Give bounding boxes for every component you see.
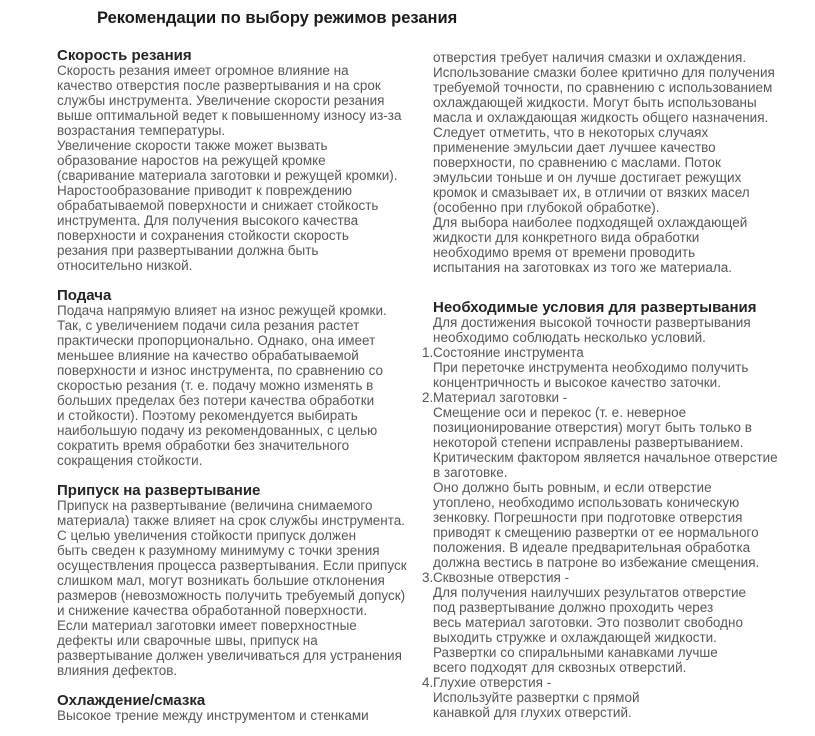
text-line: развертывание должен увеличиваться для устранения [57, 648, 402, 663]
text-line: должна вестись в патроне во избежание смещения. [433, 555, 760, 570]
text-line: С целью увеличения стойкости припуск должен [57, 528, 357, 543]
text-line: необходимо соблюдать несколько условий. [433, 330, 706, 345]
numbered-item-title [422, 390, 815, 405]
text-line: Использование смазки более критично для получения [433, 65, 775, 80]
text-line: (сваривание материала заготовки и режущей кромки). [57, 168, 398, 183]
list-item-title-text: Состояние инструмента [433, 345, 584, 360]
text-line: и стойкости). Поэтому рекомендуется выбирать [57, 408, 358, 423]
text-line: поверхности, по сравнению с маслами. Поток [433, 155, 721, 170]
text-line: слишком мал, могут возникать большие отклонения [57, 573, 385, 588]
text-line: При переточке инструмента необходимо получить [433, 360, 749, 375]
section-heading: Охлаждение/смазка [57, 692, 206, 709]
text-line: Следует отметить, что в некоторых случаях [433, 125, 709, 140]
text-line: некоторой степени исправлены развертыванием. [433, 435, 744, 450]
text-line: размеров (невозможность получить требуемый допуск) [57, 588, 406, 603]
text-line: образование наростов на режущей кромке [57, 153, 326, 168]
text-line: Для достижения высокой точности развертывания [433, 315, 751, 330]
text-line: материала) также влияет на срок службы инструмента. [57, 513, 405, 528]
text-line: Припуск на развертывание (величина снимаемого [57, 498, 373, 513]
page-title: Рекомендации по выбору режимов резания [97, 9, 458, 27]
text-line: сократить время обработки без значительного [57, 438, 350, 453]
text-line: Если материал заготовки имеет поверхностные [57, 618, 357, 633]
numbered-item-title [422, 345, 815, 360]
text-line: в заготовке. [433, 465, 508, 480]
text-line: испытания на заготовках из того же материала. [433, 260, 732, 275]
text-line: относительно низкой. [57, 258, 193, 273]
text-line: возрастания температуры. [57, 123, 226, 138]
numbered-item-title [422, 570, 815, 585]
text-line: концентричность и высокое качество заточки. [433, 375, 721, 390]
text-line: поверхности и износ инструмента, по сравнению со [57, 363, 384, 378]
text-line: Развертки со спиральными канавками лучше [433, 645, 718, 660]
text-line: Смещение оси и перекос (т. е. неверное [433, 405, 687, 420]
section-heading: Припуск на развертывание [57, 482, 261, 499]
text-line: Используйте развертки с прямой [433, 690, 640, 705]
text-line: охлаждающей жидкости. Могут быть использованы [433, 95, 757, 110]
text-line: практически пропорционально. Однако, она имеет [57, 333, 376, 348]
text-line: выше оптимальной ведет к повышенному износу из-за [57, 108, 402, 123]
text-line: выходить стружке и охлаждающей жидкости. [433, 630, 717, 645]
left-column [57, 48, 433, 723]
text-line: приводят к смещению развертки от ее нормального [433, 525, 759, 540]
text-line: (особенно при глубокой обработке). [433, 200, 660, 215]
text-line: кромок и смазывает их, в отличии от вязких масел [433, 185, 750, 200]
right-column [422, 50, 815, 720]
text-line: Подача напрямую влияет на износ режущей кромки. [57, 303, 387, 318]
text-line: Критическим фактором является начальное отверстие [433, 450, 778, 465]
text-line: меньшее влияние на качество обрабатываемой [57, 348, 359, 363]
text-line: весь материал заготовки. Это позволит свободно [433, 615, 743, 630]
text-line: дефекты или сварочные швы, припуск на [57, 633, 318, 648]
list-item-marker: 2. [422, 390, 434, 405]
text-line: скоростью резания (т. е. подачу можно изменять в [57, 378, 374, 393]
list-item-title-text: Материал заготовки - [433, 390, 568, 405]
list-item-marker: 1. [422, 345, 434, 360]
text-line: обрабатываемой поверхности и снижает стойкость [57, 198, 379, 213]
text-line: утоплено, необходимо использовать коническую [433, 495, 740, 510]
text-line: и снижение качества обработанной поверхности. [57, 603, 368, 618]
text-line: под развертывание должно проходить через [433, 600, 714, 615]
text-line: масла и охлаждающая жидкость общего назначения. [433, 110, 769, 125]
text-line: службы инструмента. Увеличение скорости резания [57, 93, 385, 108]
text-line: требуемой точности, по сравнению с использованием [433, 80, 773, 95]
text-line: Наростообразование приводит к повреждению [57, 183, 352, 198]
text-line: осуществления процесса развертывания. Если припуск [57, 558, 407, 573]
text-line: всего подходят для сквозных отверстий. [433, 660, 687, 675]
section-heading: Подача [57, 287, 112, 304]
text-line: поверхности и сохранения стойкости скорость [57, 228, 349, 243]
text-line: позиционирование отверстия) могут быть только в [433, 420, 752, 435]
text-line: больших пределах без потери качества обработки [57, 393, 375, 408]
text-line: зенковку. Погрешности при подготовке отверстия [433, 510, 743, 525]
text-line: Оно должно быть ровным, и если отверстие [433, 480, 712, 495]
section-heading: Скорость резания [57, 47, 192, 64]
text-line: резания при развертывании должна быть [57, 243, 319, 258]
text-line: применение эмульсии дает лучшее качество [433, 140, 716, 155]
text-line: наибольшую подачу из рекомендованных, с целью [57, 423, 378, 438]
section-heading: Необходимые условия для развертывания [433, 299, 757, 316]
text-line: положения. В идеале предварительная обработка [433, 540, 751, 555]
text-line: сокращения стойкости. [57, 453, 203, 468]
text-line: необходимо время от времени проводить [433, 245, 696, 260]
text-line: Высокое трение между инструментом и стенками [57, 708, 369, 723]
text-line: инструмента. Для получения высокого качества [57, 213, 359, 228]
text-line: эмульсии тоньше и он лучше достигает режущих [433, 170, 742, 185]
list-item-marker: 4. [422, 675, 434, 690]
list-item-title-text: Глухие отверстия - [433, 675, 552, 690]
list-item-marker: 3. [422, 570, 434, 585]
text-line: быть сведен к разумному минимуму с точки зрения [57, 543, 380, 558]
text-line: жидкости для конкретного вида обработки [433, 230, 700, 245]
text-line: Так, с увеличением подачи сила резания растет [57, 318, 360, 333]
list-item-title-text: Сквозные отверстия - [433, 570, 570, 585]
numbered-item-title [422, 675, 815, 690]
text-line: влияния дефектов. [57, 663, 178, 678]
text-line: Скорость резания имеет огромное влияние на [57, 63, 349, 78]
text-line: Для получения наилучших результатов отверстие [433, 585, 747, 600]
text-line: Для выбора наиболее подходящей охлаждающей [433, 215, 748, 230]
text-line: канавкой для глухих отверстий. [433, 705, 632, 720]
text-line: качество отверстия после развертывания и на срок [57, 78, 381, 93]
text-line: Увеличение скорости также может вызвать [57, 138, 328, 153]
text-line: отверстия требует наличия смазки и охлаждения. [433, 50, 747, 65]
